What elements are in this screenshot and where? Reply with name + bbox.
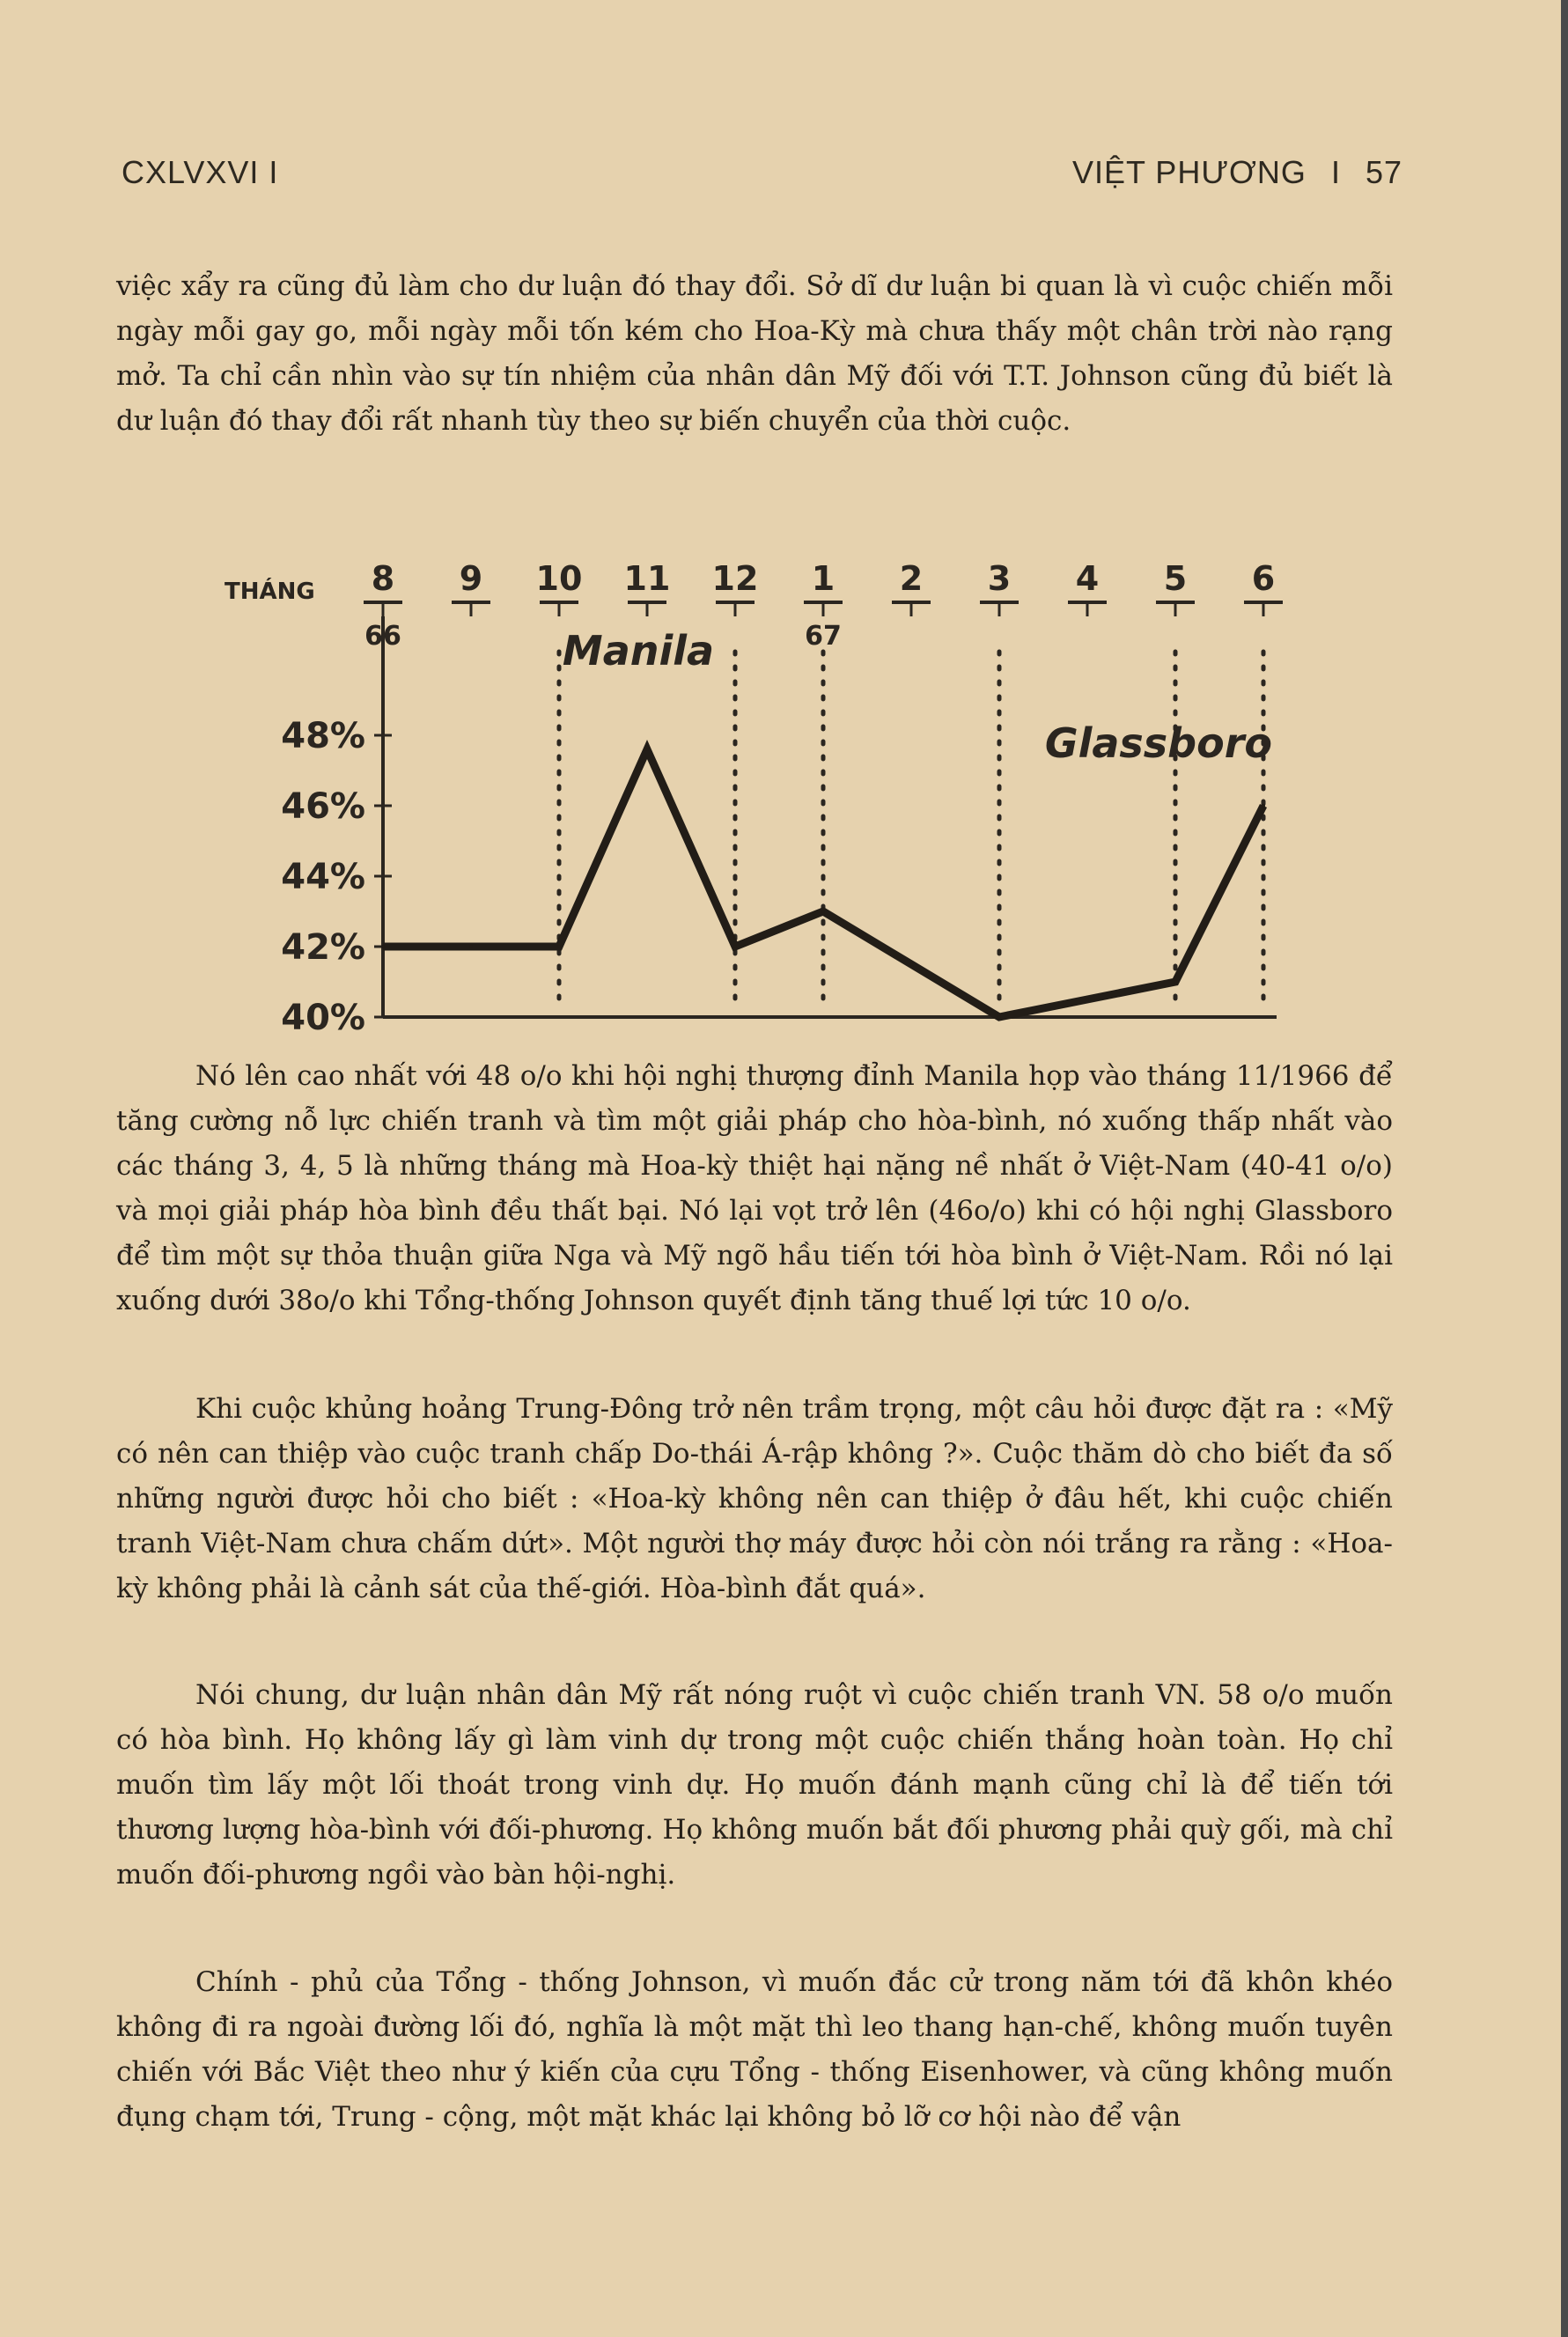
paragraph-3: Khi cuộc khủng hoảng Trung-Đông trở nên trầm trọng, một câu hỏi được đặt ra : «Mỹ có nên can thiệp vào cuộc tranh chấp Do-thái Á-rập không ?». Cuộc thăm dò cho biết đa số những người được hỏi cho biết : «Hoa-kỳ không nên can thiệp ở đâu hết, khi cuộc chiến tranh Việt-Nam chưa chấm dứt». Một người thợ máy được hỏi còn nói trắng ra rằng : «Hoa-kỳ không phải là cảnh sát của thế-giới. Hòa-bình đắt quá». — [116, 1393, 1393, 1604]
data-point — [381, 945, 385, 948]
data-point — [997, 1015, 1001, 1019]
x-tick-label: 11 — [623, 559, 671, 598]
section-number: CXLVXVI I — [121, 154, 279, 190]
x-tick-label: 12 — [711, 559, 759, 598]
data-point — [821, 910, 825, 913]
data-point — [645, 748, 649, 751]
chart-axes — [220, 606, 1277, 1017]
page-edge — [1561, 0, 1568, 2337]
x-tick-label: 9 — [459, 559, 483, 598]
y-axis-ticks — [281, 716, 392, 1038]
y-tick-label: 40% — [281, 998, 365, 1038]
x-axis-title: THÁNG — [225, 579, 315, 605]
year-label: 67 — [805, 621, 842, 652]
paragraph-5: Chính - phủ của Tổng - thống Johnson, vì muốn đắc cử trong năm tới đã khôn khéo không đi ra ngoài đường lối đó, nghĩa là một mặt thì leo thang hạn-chế, không muốn tuyên chiến với Bắc Việt theo như ý kiến của cựu Tổng - thống Eisenhower, và cũng không muốn đụng chạm tới, Trung - cộng, một mặt khác lại không bỏ lỡ cơ hội nào để vận — [116, 1966, 1393, 2133]
chart-annotations — [563, 627, 1272, 767]
data-point — [557, 945, 561, 948]
data-point — [1086, 998, 1089, 1001]
author-name: VIỆT PHƯƠNG — [1071, 154, 1307, 190]
paragraph-4: Nói chung, dư luận nhân dân Mỹ rất nóng ruột vì cuộc chiến tranh VN. 58 o/o muốn có hòa bình. Họ không lấy gì làm vinh dự trong một cuộc chiến thắng hoàn toàn. Họ chỉ muốn tìm lấy một lối thoát trong vinh dự. Họ muốn đánh mạnh cũng chỉ là để tiến tới thương lượng hòa-bình với đối-phương. Họ không muốn bắt đối phương phải quỳ gối, mà chỉ muốn đối-phương ngồi vào bàn hội-nghị. — [116, 1679, 1393, 1891]
x-axis-ticks — [225, 559, 1283, 652]
paragraph-1: việc xẩy ra cũng đủ làm cho dư luận đó thay đổi. Sở dĩ dư luận bi quan là vì cuộc chiến mỗi ngày mỗi gay go, mỗi ngày mỗi tốn kém cho Hoa-Kỳ mà chưa thấy một chân trời nào rạng mở. Ta chỉ cần nhìn vào sự tín nhiệm của nhân dân Mỹ đối với T.T. Johnson cũng đủ biết là dư luận đó thay đổi rất nhanh tùy theo sự biến chuyển của thời cuộc. — [116, 270, 1393, 437]
x-tick-label: 3 — [987, 559, 1012, 598]
y-tick-label: 42% — [281, 927, 365, 968]
annotation-label: Manila — [562, 627, 715, 675]
page-header — [121, 154, 1402, 191]
y-tick-label: 48% — [281, 716, 365, 756]
data-point — [1262, 804, 1265, 807]
chart-svg — [207, 537, 1316, 1043]
header-right — [1048, 154, 1402, 191]
paragraph-2: Nó lên cao nhất với 48 o/o khi hội nghị thượng đỉnh Manila họp vào tháng 11/1966 để tăng cường nỗ lực chiến tranh và tìm một giải pháp cho hòa-bình, nó xuống thấp nhất vào các tháng 3, 4, 5 là những tháng mà Hoa-kỳ thiệt hại nặng nề nhất ở Việt-Nam (40-41 o/o) và mọi giải pháp hòa bình đều thất bại. Nó lại vọt trở lên (46o/o) khi có hội nghị Glassboro để tìm một sự thỏa thuận giữa Nga và Mỹ ngõ hầu tiến tới hòa bình ở Việt-Nam. Rồi nó lại xuống dưới 38o/o khi Tổng-thống Johnson quyết định tăng thuế lợi tức 10 o/o. — [116, 1060, 1393, 1316]
data-point — [733, 945, 737, 948]
x-tick-label: 1 — [811, 559, 836, 598]
year-label: 66 — [364, 621, 401, 652]
x-tick-label: 10 — [535, 559, 583, 598]
data-point — [909, 962, 913, 966]
y-tick-label: 46% — [281, 786, 365, 827]
dotted-guides — [559, 652, 1263, 999]
x-tick-label: 8 — [371, 559, 395, 598]
header-separator: I — [1330, 154, 1341, 190]
x-tick-label: 5 — [1163, 559, 1188, 598]
x-tick-label: 6 — [1251, 559, 1276, 598]
data-point — [1174, 980, 1177, 984]
x-tick-label: 4 — [1075, 559, 1100, 598]
annotation-label: Glassboro — [1044, 719, 1272, 767]
approval-chart — [207, 537, 1316, 1043]
page-number: 57 — [1365, 154, 1402, 190]
x-tick-label: 2 — [899, 559, 924, 598]
y-tick-label: 44% — [281, 857, 365, 897]
data-point — [469, 945, 473, 948]
